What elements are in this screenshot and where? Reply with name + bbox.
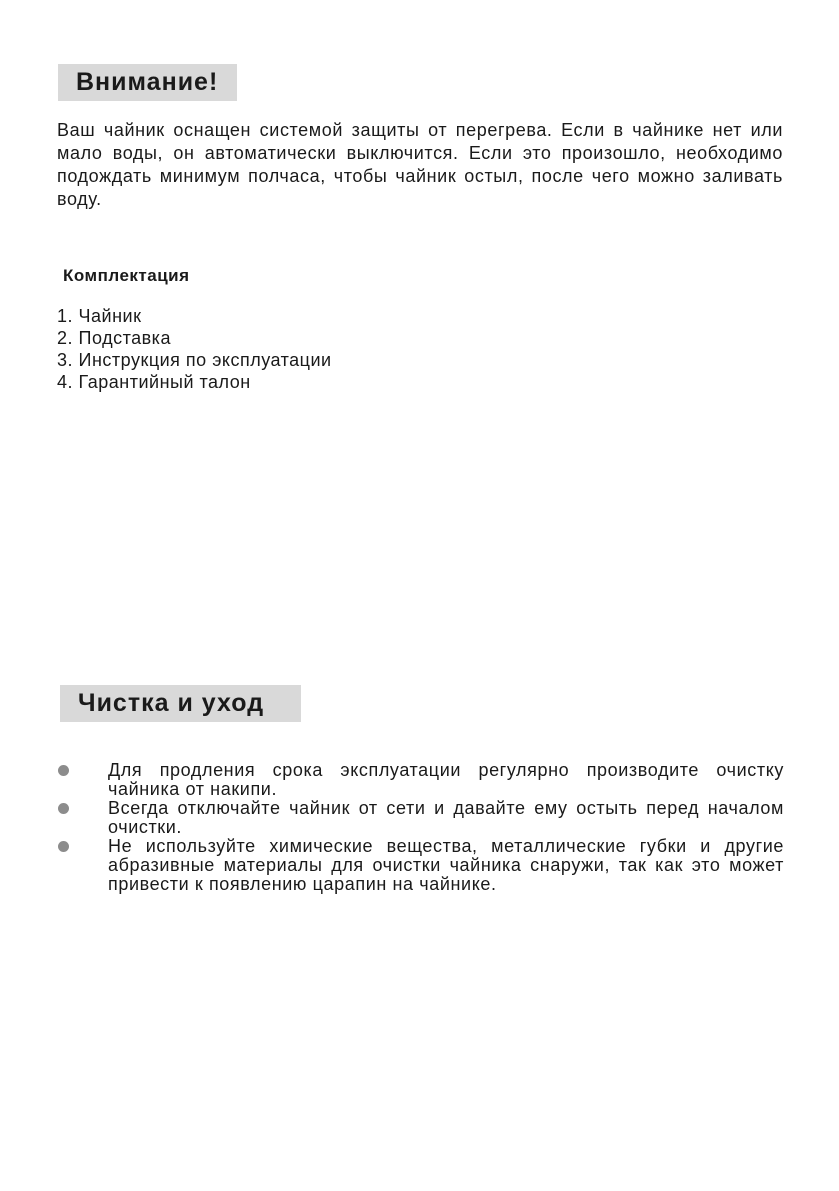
package-item: 3. Инструкция по эксплуатации [57, 350, 332, 370]
package-item: 2. Подставка [57, 328, 171, 348]
bullet-dot-icon [58, 803, 69, 814]
care-item-text: Всегда отключайте чайник от сети и давайте ему остыть перед началом очистки. [108, 798, 784, 837]
care-item [57, 837, 784, 894]
care-item [57, 761, 784, 799]
package-list [57, 305, 332, 393]
package-heading: Комплектация [63, 266, 190, 285]
warning-heading: Внимание! [58, 64, 237, 101]
package-item: 1. Чайник [57, 306, 142, 326]
care-item-text: Для продления срока эксплуатации регулярно производите очистку чайника от накипи. [108, 760, 784, 799]
bullet-dot-icon [58, 765, 69, 776]
care-list [57, 761, 784, 894]
care-item-text: Не используйте химические вещества, металлические губки и другие абразивные материалы для очистки чайника снаружи, так как это может привести к появлению царапин на чайнике. [108, 836, 784, 894]
care-heading: Чистка и уход [60, 685, 301, 722]
package-item: 4. Гарантийный талон [57, 372, 251, 392]
warning-paragraph: Ваш чайник оснащен системой защиты от перегрева. Если в чайнике нет или мало воды, он автоматически выключится. Если это произошло, необходимо подождать минимум полчаса, чтобы чайник остыл, после чего можно заливать воду. [57, 120, 783, 209]
care-item [57, 799, 784, 837]
bullet-dot-icon [58, 841, 69, 852]
